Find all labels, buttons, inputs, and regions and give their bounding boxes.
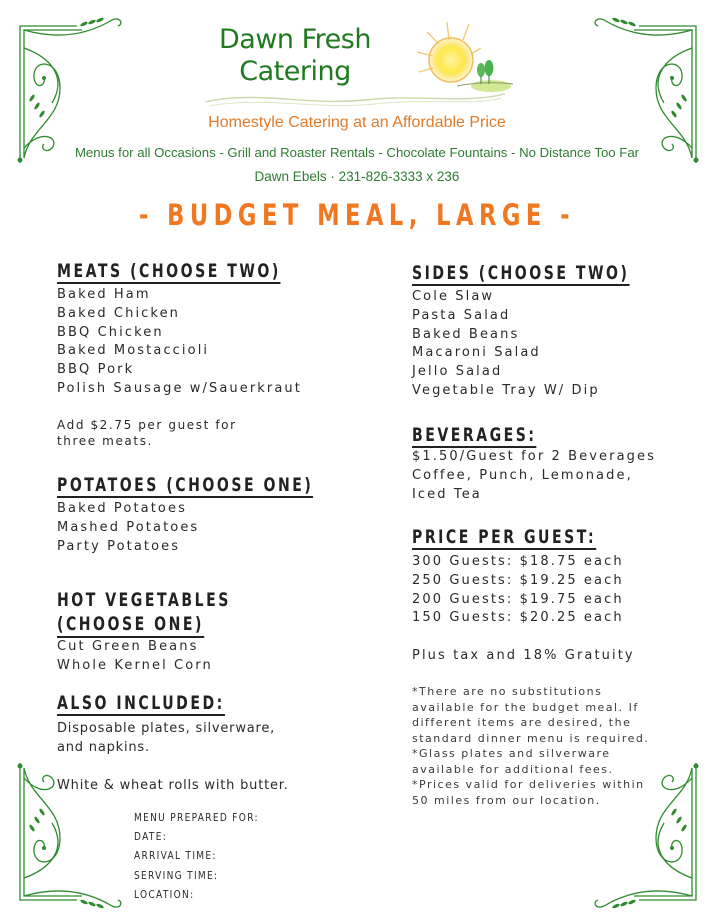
fine-print-line: *Prices valid for deliveries within [412, 778, 645, 791]
list-item: Baked Potatoes [57, 501, 187, 516]
field-date: DATE: [134, 830, 168, 844]
heading-line-2: (CHOOSE ONE) [57, 612, 204, 638]
price-tier: 300 Guests: $18.75 each [412, 554, 624, 569]
fine-print-line: different items are desired, the [412, 716, 632, 729]
list-item: Party Potatoes [57, 538, 181, 554]
section-sides [412, 262, 706, 401]
section-heading: MEATS (CHOOSE TWO) [57, 260, 281, 282]
price-tier: 150 Guests: $20.25 each [412, 610, 624, 626]
tagline: Homestyle Catering at an Affordable Price [208, 114, 506, 131]
company-logo [195, 18, 515, 113]
fine-print-line: standard dinner menu is required. [412, 731, 650, 745]
sides-list [412, 288, 706, 401]
beverage-line: $1.50/Guest for 2 Beverages [412, 449, 656, 464]
meats-note [57, 417, 359, 449]
menu-form-fields [134, 808, 286, 904]
list-item: Jello Salad [412, 364, 503, 380]
note-line: three meats. [57, 433, 153, 448]
services-line: Menus for all Occasions - Grill and Roaster Rentals - Chocolate Fountains - No Distance Too Far [74, 145, 640, 160]
list-item: Vegetable Tray W/ Dip [412, 382, 600, 398]
tax-gratuity-note: Plus tax and 18% Gratuity [412, 648, 635, 664]
fine-print [412, 684, 649, 808]
contact-info: Dawn Ebels · 231-826-3333 x 236 [254, 169, 460, 184]
section-price-per-guest [412, 526, 661, 666]
included-line: Disposable plates, silverware, [57, 721, 276, 736]
list-item: Cole Slaw [412, 289, 495, 304]
price-tier: 200 Guests: $19.75 each [412, 591, 624, 607]
section-beverages [412, 424, 656, 504]
section-heading [57, 588, 231, 638]
vine-ornament-icon [584, 8, 704, 168]
heading-line-1: HOT VEGETABLES [57, 589, 231, 611]
list-item: Baked Beans [412, 326, 520, 342]
field-menu-prepared-for: MENU PREPARED FOR: [134, 811, 259, 824]
list-item: Whole Kernel Corn [57, 657, 213, 673]
section-heading: PRICE PER GUEST: [412, 526, 597, 548]
list-item: Cut Green Beans [57, 639, 199, 654]
section-heading: POTATOES (CHOOSE ONE) [57, 474, 314, 496]
price-tier-list [412, 553, 661, 628]
logo-line-1: Dawn Fresh [219, 24, 371, 55]
list-item: Polish Sausage w/Sauerkraut [57, 380, 302, 396]
fine-print-line: *There are no substitutions [412, 685, 603, 698]
vine-corner-ornament-top-left [12, 8, 132, 168]
section-meats [57, 260, 359, 449]
section-heading: BEVERAGES: [412, 424, 537, 446]
field-serving-time: SERVING TIME: [134, 868, 219, 882]
beverage-line: Iced Tea [412, 486, 482, 502]
logo-wordmark [195, 24, 395, 88]
fine-print-line: available for the budget meal. If [412, 700, 639, 714]
price-tier: 250 Guests: $19.25 each [412, 572, 624, 588]
wave-underline-icon [195, 84, 515, 114]
section-hot-vegetables [57, 588, 292, 676]
field-location: LOCATION: [134, 887, 195, 901]
section-heading: SIDES (CHOOSE TWO) [412, 262, 630, 284]
hot-vegetables-list [57, 638, 292, 676]
included-line: White & wheat rolls with butter. [57, 778, 289, 793]
section-also-included [57, 692, 289, 795]
logo-line-2: Catering [239, 56, 351, 87]
potatoes-list [57, 500, 403, 556]
fine-print-line: available for additional fees. [412, 762, 614, 776]
beverage-line: Coffee, Punch, Lemonade, [412, 467, 633, 483]
vine-corner-ornament-top-right [584, 8, 704, 168]
meats-list [57, 286, 359, 399]
field-arrival-time: ARRIVAL TIME: [134, 849, 217, 863]
section-heading: ALSO INCLUDED: [57, 692, 225, 714]
list-item: Baked Ham [57, 287, 151, 302]
list-item: Baked Chicken [57, 305, 181, 321]
fine-print-line: 50 miles from our location. [412, 793, 601, 807]
note-line: Add $2.75 per guest for [57, 417, 237, 432]
fine-print-line: *Glass plates and silverware [412, 747, 611, 760]
list-item: Macaroni Salad [412, 345, 541, 361]
list-item: Baked Mostaccioli [57, 343, 210, 359]
section-potatoes [57, 474, 403, 556]
page-title: - BUDGET MEAL, LARGE - [138, 198, 576, 232]
list-item: Mashed Potatoes [57, 519, 200, 535]
list-item: BBQ Chicken [57, 324, 164, 340]
vine-ornament-icon [12, 8, 132, 168]
included-line: and napkins. [57, 740, 150, 755]
list-item: Pasta Salad [412, 307, 511, 323]
list-item: BBQ Pork [57, 362, 135, 378]
